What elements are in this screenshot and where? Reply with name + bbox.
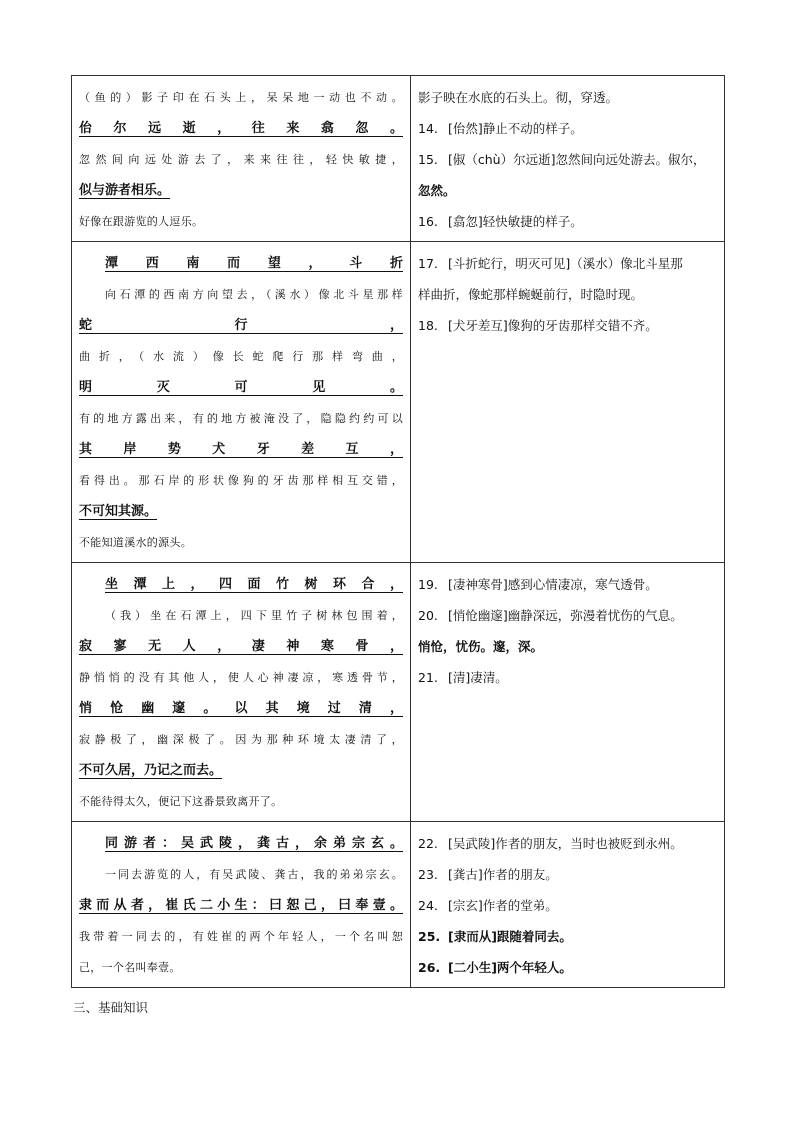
note-text: [俶（chù）尔远逝]忽然间向远处游去。俶尔，: [448, 152, 706, 167]
annotation-note: [418, 144, 717, 175]
annotation-note: [418, 890, 717, 921]
note-text: [龚古]作者的朋友。: [448, 867, 558, 882]
translation-line: 向石潭的西南方向望去，（溪水）像北斗星那样: [105, 288, 403, 301]
table-row: [72, 242, 725, 563]
note-text: [清]凄清。: [448, 670, 508, 685]
translation-line: 寂静极了，幽深极了。因为那种环境太凄清了，: [79, 733, 403, 746]
annotation-cell: [411, 76, 725, 242]
annotation-note: [418, 952, 717, 983]
translation-line: 看得出。那石岸的形状像狗的牙齿那样相互交错，: [79, 474, 403, 487]
note-number: 20.: [418, 608, 438, 623]
note-text: 忽然。: [418, 183, 456, 198]
note-number: 22.: [418, 836, 438, 851]
original-text-line: 坐潭上，四面竹树环合，: [105, 577, 403, 592]
translation-line: 一同去游览的人，有吴武陵、龚古，我的弟弟宗玄。: [105, 868, 403, 881]
annotation-note: [418, 310, 717, 341]
note-text: [佁然]静止不动的样子。: [448, 121, 583, 136]
note-text: [翕忽]轻快敏捷的样子。: [448, 214, 583, 229]
note-text: 影子映在水底的石头上。彻，穿透。: [418, 90, 619, 105]
annotation-cell: [411, 822, 725, 988]
note-text: [吴武陵]作者的朋友，当时也被贬到永州。: [448, 836, 683, 851]
annotation-cell: [411, 563, 725, 822]
note-number: 14.: [418, 121, 438, 136]
table-row: [72, 76, 725, 242]
text-annotation-table: [71, 75, 725, 988]
note-number: 23.: [418, 867, 438, 882]
note-number: 16.: [418, 214, 438, 229]
original-text-line: 似与游者相乐。: [79, 183, 171, 198]
original-text-line: 佁尔远逝，往来翕忽。: [79, 121, 403, 136]
annotation-note: [418, 248, 717, 279]
original-text-line: 悄怆幽邃。以其境过清，: [79, 701, 403, 716]
table-row: [72, 822, 725, 988]
translation-line: 曲折，（水流）像长蛇爬行那样弯曲，: [79, 350, 403, 363]
note-text: [悄怆幽邃]幽静深远，弥漫着忧伤的气息。: [448, 608, 683, 623]
original-text-line: 潭西南而望，斗折: [105, 256, 403, 271]
annotation-note: [418, 279, 717, 310]
note-number: 18.: [418, 318, 438, 333]
original-text-cell: [72, 76, 411, 242]
note-text: [宗玄]作者的堂弟。: [448, 898, 558, 913]
annotation-note: [418, 859, 717, 890]
original-text-line: 隶而从者，崔氏二小生：曰恕己，曰奉壹。: [79, 898, 403, 913]
annotation-note: [418, 113, 717, 144]
translation-line: （鱼的）影子印在石头上，呆呆地一动也不动。: [79, 91, 403, 104]
annotation-note: [418, 569, 717, 600]
table-row: [72, 563, 725, 822]
annotation-note: [418, 921, 717, 952]
note-number: 25.: [418, 929, 441, 944]
note-text: 样曲折，像蛇那样蜿蜒前行，时隐时现。: [418, 287, 644, 302]
section-heading: 三、基础知识: [73, 1000, 149, 1015]
translation-line: 己，一个名叫奉壹。: [79, 961, 181, 974]
original-text-line: 明灭可见。: [79, 380, 403, 395]
translation-line: （我）坐在石潭上，四下里竹子树林包围着，: [105, 609, 403, 622]
note-text: [犬牙差互]像狗的牙齿那样交错不齐。: [448, 318, 658, 333]
note-text: [隶而从]跟随着同去。: [448, 929, 572, 944]
original-text-cell: [72, 563, 411, 822]
annotation-note: [418, 662, 717, 693]
original-text-line: 其岸势犬牙差互，: [79, 442, 403, 457]
note-number: 15.: [418, 152, 438, 167]
note-text: [凄神寒骨]感到心情凄凉，寒气透骨。: [448, 577, 658, 592]
annotation-note: [418, 82, 717, 113]
translation-line: 好像在跟游览的人逗乐。: [79, 215, 204, 228]
note-number: 17.: [418, 256, 438, 271]
annotation-cell: [411, 242, 725, 563]
annotation-note: [418, 206, 717, 237]
annotation-note: [418, 828, 717, 859]
note-number: 24.: [418, 898, 438, 913]
translation-line: 我带着一同去的，有姓崔的两个年轻人，一个名叫恕: [79, 930, 403, 943]
annotation-note: [418, 175, 717, 206]
original-text-line: 不可久居，乃记之而去。: [79, 763, 223, 778]
translation-line: 不能待得太久，便记下这番景致离开了。: [79, 795, 283, 808]
annotation-note: [418, 631, 717, 662]
original-text-cell: [72, 242, 411, 563]
original-text-line: 不可知其源。: [79, 504, 158, 519]
original-text-line: 同游者：吴武陵，龚古，余弟宗玄。: [105, 836, 403, 851]
original-text-cell: [72, 822, 411, 988]
translation-line: 有的地方露出来，有的地方被淹没了，隐隐约约可以: [79, 412, 403, 425]
translation-line: 静悄悄的没有其他人，使人心神凄凉，寒透骨节，: [79, 671, 403, 684]
note-text: [二小生]两个年轻人。: [448, 960, 572, 975]
translation-line: 不能知道溪水的源头。: [79, 536, 192, 549]
annotation-note: [418, 600, 717, 631]
note-number: 19.: [418, 577, 438, 592]
original-text-line: 寂寥无人，凄神寒骨，: [79, 639, 403, 654]
note-number: 21.: [418, 670, 438, 685]
note-number: 26.: [418, 960, 441, 975]
translation-line: 忽然间向远处游去了，来来往往，轻快敏捷，: [79, 153, 403, 166]
original-text-line: 蛇行，: [79, 318, 403, 333]
note-text: [斗折蛇行，明灭可见]（溪水）像北斗星那: [448, 256, 683, 271]
note-text: 悄怆，忧伤。邃，深。: [418, 639, 544, 654]
